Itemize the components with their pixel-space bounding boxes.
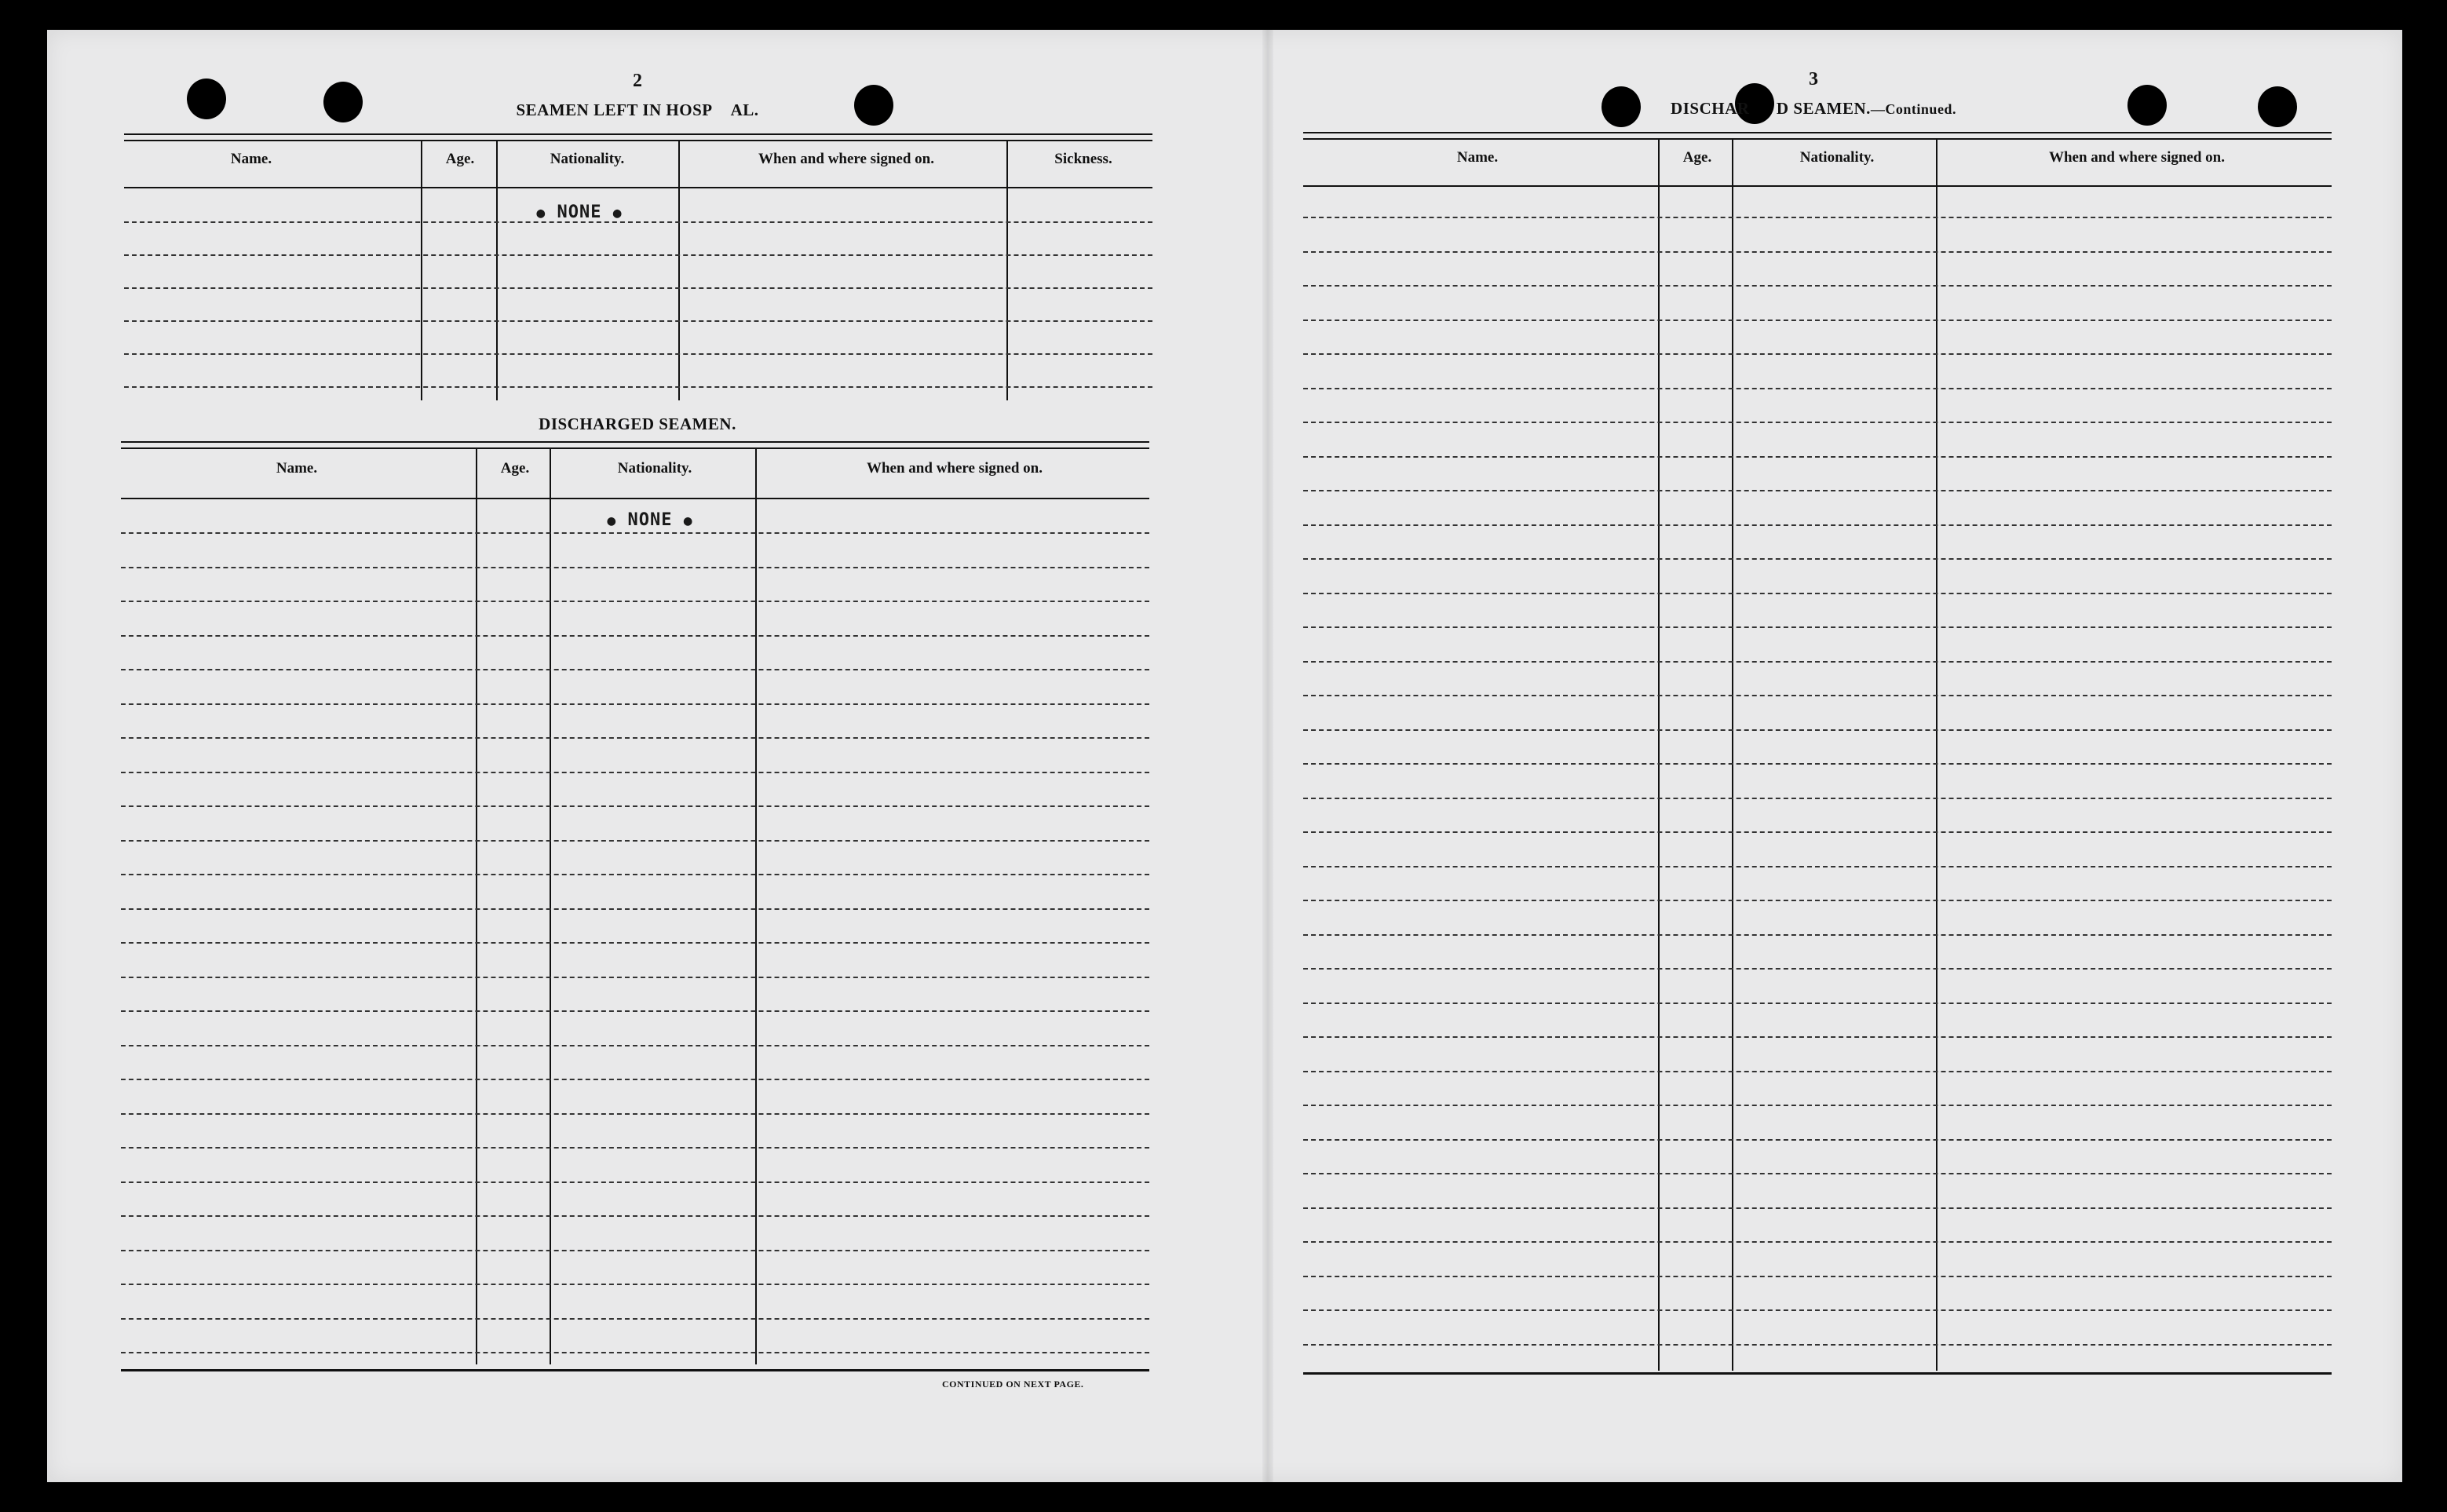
ruled-line [1303, 285, 2332, 287]
hospital-table [124, 133, 1152, 408]
col-sickness: Sickness. [1054, 151, 1112, 167]
ruled-line [1303, 524, 2332, 526]
ruled-line [1303, 900, 2332, 901]
none-stamp: ● NONE ● [607, 510, 693, 530]
ruled-line [1303, 388, 2332, 389]
col-name: Name. [276, 460, 318, 477]
ruled-line [1303, 1344, 2332, 1346]
ruled-line [121, 942, 1149, 944]
ruled-line [121, 908, 1149, 910]
ruled-line [1303, 798, 2332, 799]
ruled-line [1303, 320, 2332, 321]
ruled-line [121, 1113, 1149, 1115]
continued-note: CONTINUED ON NEXT PAGE. [942, 1379, 1084, 1390]
ruled-line [1303, 1241, 2332, 1243]
ruled-line [1303, 1003, 2332, 1004]
ruled-line [1303, 831, 2332, 833]
ruled-line [1303, 1276, 2332, 1277]
none-stamp: ● NONE ● [536, 203, 623, 222]
ruled-line [121, 977, 1149, 978]
col-signed-on: When and where signed on. [2048, 149, 2226, 166]
col-nationality: Nationality. [550, 151, 625, 167]
col-name: Name. [230, 151, 272, 167]
ruled-line [121, 1215, 1149, 1217]
ruled-line [121, 669, 1149, 670]
ruled-line [1303, 217, 2332, 218]
ruled-line [1303, 353, 2332, 355]
ruled-line [121, 840, 1149, 842]
ruled-line [121, 1079, 1149, 1080]
punch-hole [2258, 86, 2297, 127]
punch-hole [187, 79, 226, 119]
ruled-line [1303, 1207, 2332, 1209]
col-nationality: Nationality. [1799, 149, 1875, 166]
ruled-line [1303, 695, 2332, 696]
ruled-line [1303, 251, 2332, 253]
ruled-line [1303, 1139, 2332, 1141]
ruled-line [1303, 1071, 2332, 1072]
ruled-line [121, 805, 1149, 807]
punch-hole [323, 82, 363, 122]
ruled-line [121, 1318, 1149, 1320]
col-name: Name. [1456, 149, 1499, 166]
ruled-line [121, 1010, 1149, 1012]
ruled-line [121, 1284, 1149, 1285]
ruled-line [1303, 1105, 2332, 1106]
col-signed-on: When and where signed on. [758, 151, 935, 167]
ruled-line [1303, 763, 2332, 765]
ruled-line [121, 1181, 1149, 1183]
page-number-left: 2 [633, 71, 642, 91]
discharged-table [121, 441, 1149, 1371]
ruled-line [121, 1352, 1149, 1353]
ruled-line [1303, 729, 2332, 731]
ruled-line [121, 635, 1149, 637]
ruled-line [1303, 558, 2332, 560]
col-age: Age. [1682, 149, 1712, 166]
ruled-line [1303, 1173, 2332, 1174]
ruled-line [1303, 490, 2332, 491]
ruled-line [1303, 661, 2332, 663]
page-number-right: 3 [1809, 69, 1818, 89]
ruled-line [1303, 934, 2332, 936]
ruled-line [121, 703, 1149, 705]
ruled-line [1303, 422, 2332, 423]
ruled-line [1303, 626, 2332, 628]
col-nationality: Nationality. [617, 460, 692, 477]
col-age: Age. [500, 460, 530, 477]
ruled-line [1303, 593, 2332, 594]
ruled-line [121, 1250, 1149, 1251]
discharged-continued-table [1303, 132, 2332, 1376]
ruled-line [1303, 968, 2332, 970]
discharged-continued-title: DISCHAR D SEAMEN.—Continued. [1671, 99, 1956, 118]
discharged-section-title: DISCHARGED SEAMEN. [539, 415, 736, 433]
ruled-line [1303, 1036, 2332, 1038]
ruled-line [121, 532, 1149, 534]
center-fold [1262, 30, 1273, 1482]
col-signed-on: When and where signed on. [866, 460, 1043, 477]
hospital-section-title: SEAMEN LEFT IN HOSP AL. [516, 100, 759, 119]
ruled-line [121, 737, 1149, 739]
punch-hole [1602, 86, 1641, 127]
ruled-line [121, 1147, 1149, 1149]
ruled-line [1303, 1309, 2332, 1311]
ruled-line [121, 567, 1149, 568]
punch-hole [2127, 85, 2167, 126]
ruled-line [121, 772, 1149, 773]
punch-hole [854, 85, 893, 126]
ruled-line [121, 874, 1149, 875]
col-age: Age. [445, 151, 475, 167]
ruled-line [1303, 456, 2332, 458]
ruled-line [121, 601, 1149, 602]
ruled-line [1303, 866, 2332, 867]
ruled-line [121, 1045, 1149, 1046]
